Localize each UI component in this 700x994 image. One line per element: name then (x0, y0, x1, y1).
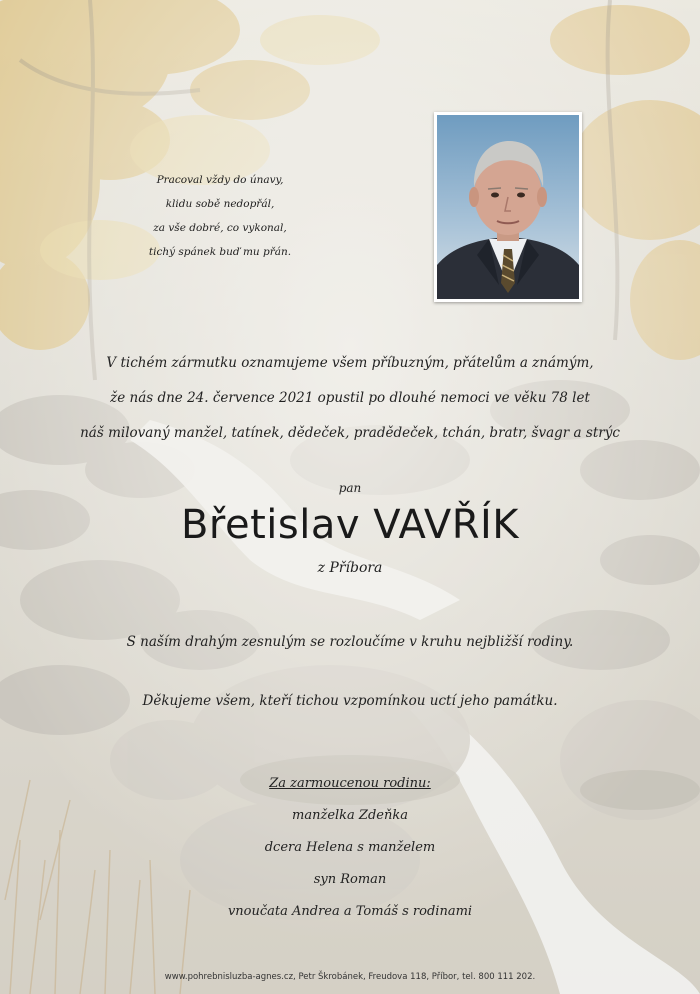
announcement-text (0, 346, 700, 451)
announcement-line: že nás dne 24. července 2021 opustil po dlouhé nemoci ve věku 78 let (110, 390, 590, 406)
poem-line: za vše dobré, co vykonal, (153, 222, 287, 234)
poem-line: tichý spánek buď mu přán. (148, 246, 292, 258)
thanks-text: Děkujeme všem, kteří tichou vzpomínkou uctí jeho památku. (142, 693, 558, 709)
portrait-image (437, 115, 579, 299)
mourners-list (0, 768, 700, 928)
poem-line: Pracoval vždy do únavy, (156, 174, 284, 186)
mourner-line: manželka Zdeňka (292, 808, 408, 823)
announcement-line: V tichém zármutku oznamujeme všem příbuzným, přátelům a známým, (106, 355, 594, 371)
deceased-name: Břetislav VAVŘÍK (180, 502, 520, 548)
mourner-line: syn Roman (313, 872, 387, 887)
mourner-line: vnoučata Andrea a Tomáš s rodinami (227, 904, 473, 919)
footer-contact: www.pohrebnisluzba-agnes.cz, Petr Škrobánek, Freudova 118, Příbor, tel. 800 111 202. (164, 972, 536, 982)
mourner-line: dcera Helena s manželem (264, 840, 436, 855)
deceased-origin: z Příbora (317, 560, 383, 576)
announcement-line: náš milovaný manžel, tatínek, dědeček, pradědeček, tchán, bratr, švagr a strýc (80, 425, 620, 441)
salutation: pan (338, 481, 362, 495)
portrait-photo (434, 112, 582, 302)
farewell-text: S naším drahým zesnulým se rozloučíme v kruhu nejbližší rodiny. (126, 634, 574, 650)
poem-line: klidu sobě nedopřál, (165, 198, 275, 210)
mourners-heading: Za zarmoucenou rodinu: (269, 776, 431, 791)
poem-verse (130, 168, 310, 264)
